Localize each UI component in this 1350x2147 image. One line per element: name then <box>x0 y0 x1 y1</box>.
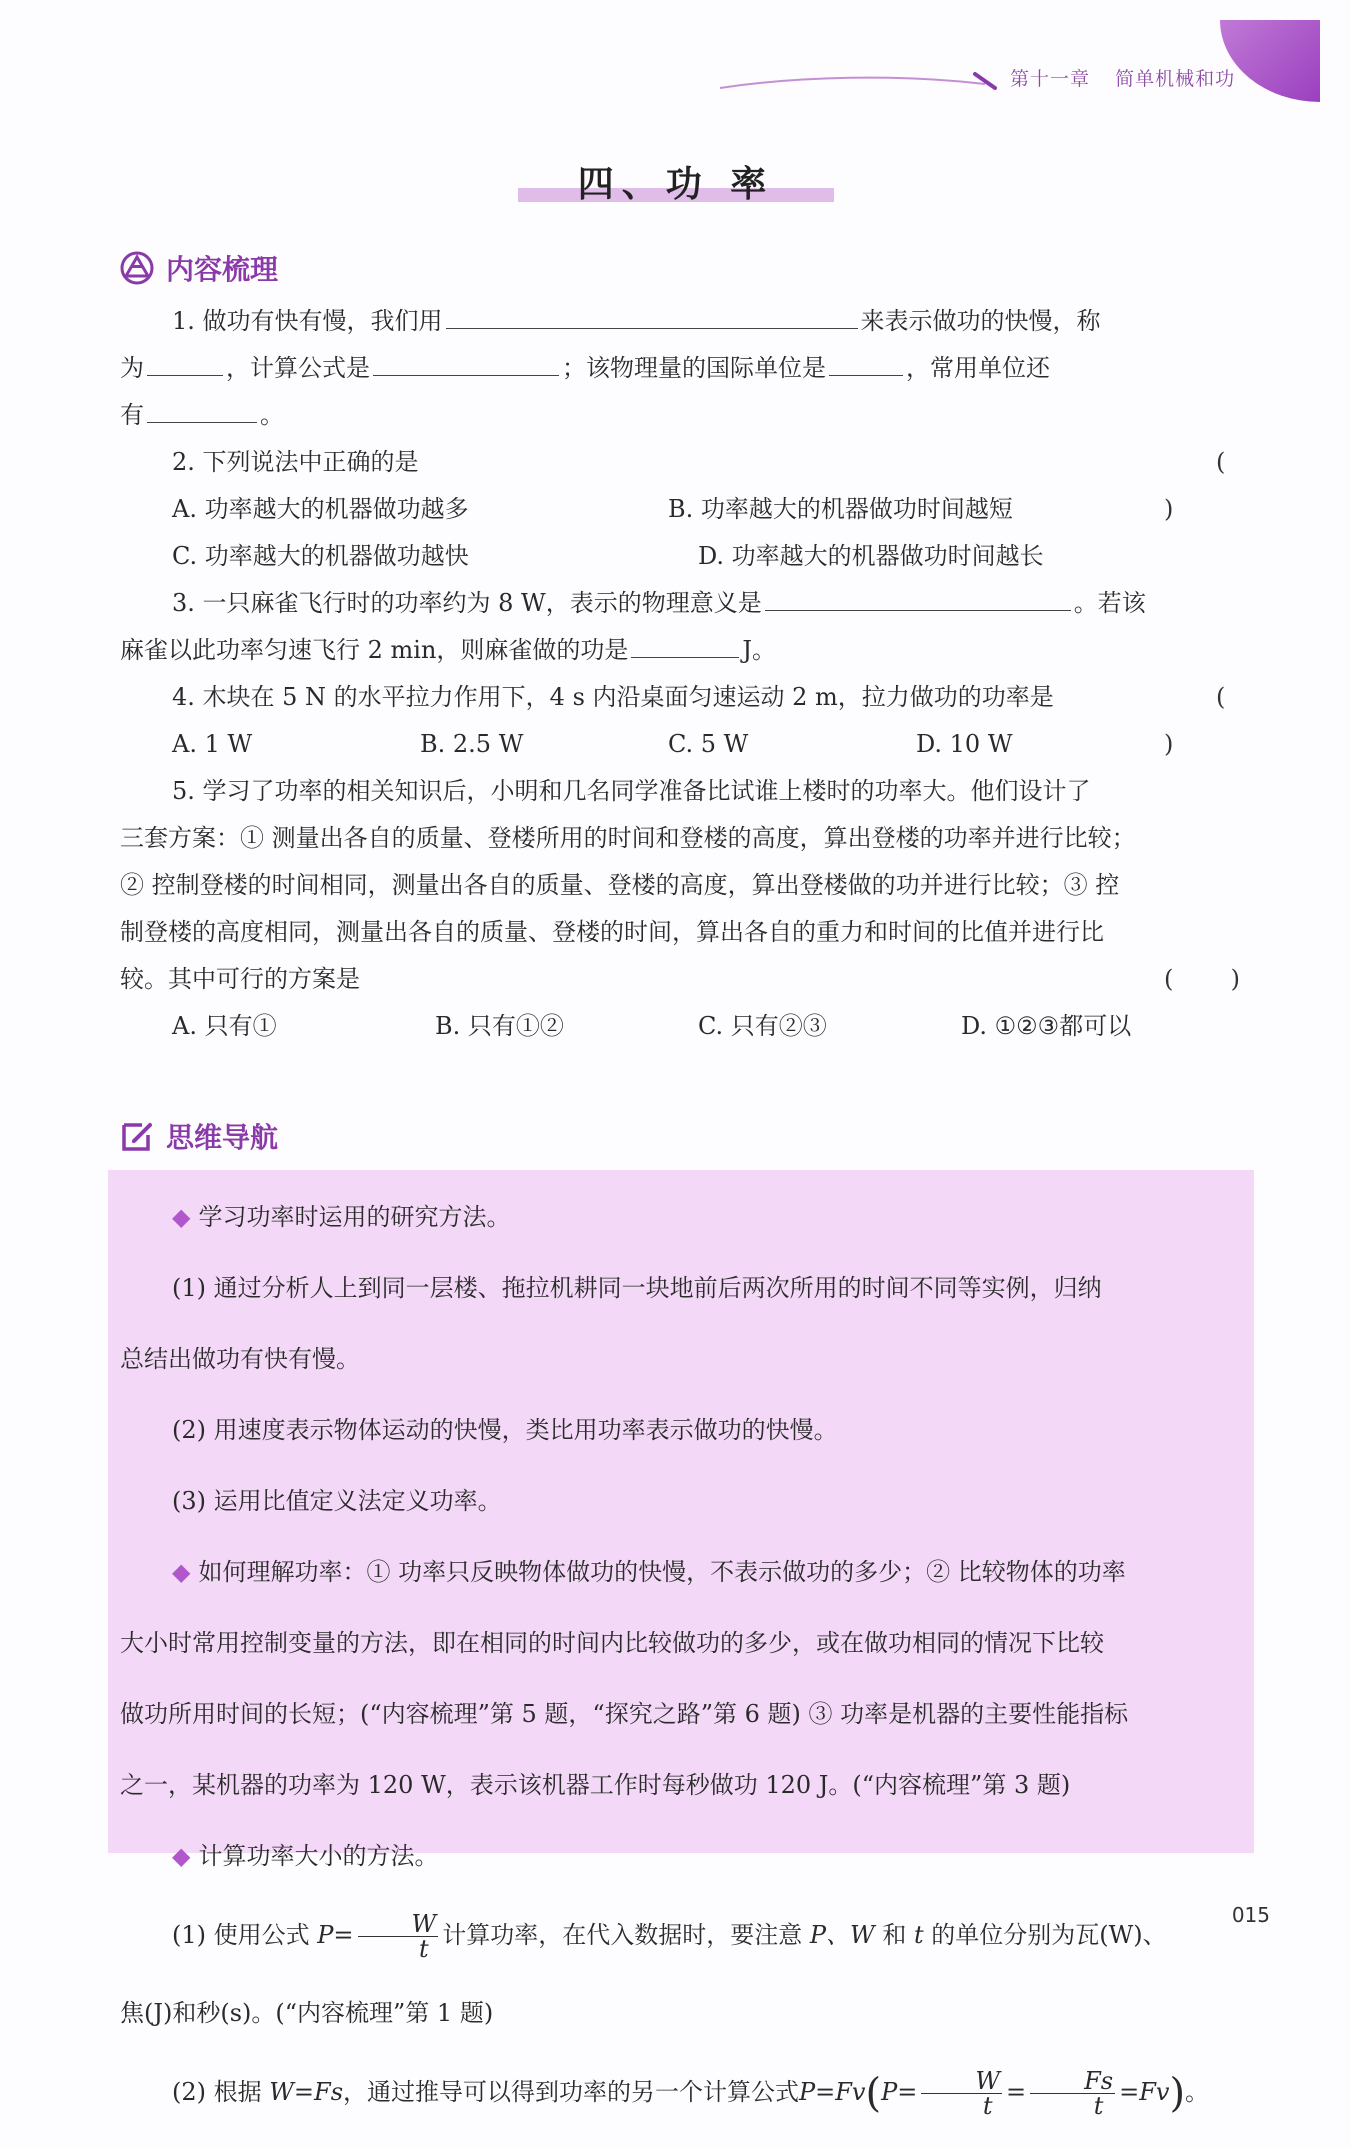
option-c[interactable]: C. 功率越大的机器做功越快 <box>172 542 469 570</box>
option-b[interactable]: B. 功率越大的机器做功时间越短 <box>668 495 1013 523</box>
fraction-w-over-t: $\frac{W}{t}$ <box>358 1912 439 1961</box>
answer-blank[interactable] <box>765 582 1071 611</box>
page-title: 四、功 率 <box>577 164 775 205</box>
content-questions <box>120 298 1240 1050</box>
answer-blank[interactable] <box>147 394 257 423</box>
option-c[interactable]: C. 只有②③ <box>698 1012 827 1040</box>
question-3-line-2: 麻雀以此功率匀速飞行 2 min，则麻雀做的功是 J。 <box>120 627 1240 674</box>
bullet-understanding-line-1: ◆ 如何理解功率：① 功率只反映物体做功的快慢，不表示做功的多少；② 比较物体的功率 <box>172 1558 1126 1586</box>
question-2-options-row-2 <box>120 533 1240 580</box>
section-heading-navigation <box>120 1116 278 1156</box>
formula-line-1b: 焦(J)和秒(s)。(“内容梳理”第 1 题) <box>120 1999 494 2027</box>
method-2: (2) 用速度表示物体运动的快慢，类比用功率表示做功的快慢。 <box>172 1416 838 1444</box>
formula-line-1: (1) 使用公式 P= $\frac{W}{t}$ 计算功率，在代入数据时，要注意 P、W 和 t 的单位分别为瓦(W)、 <box>172 1910 1167 1963</box>
method-1-line-1: (1) 通过分析人上到同一层楼、拖拉机耕同一块地前后两次所用的时间不同等实例，归纳 <box>172 1274 1102 1302</box>
edit-note-icon <box>120 1119 154 1153</box>
question-5-line-2: 三套方案：① 测量出各自的质量、登楼所用的时间和登楼的高度，算出登楼的功率并进行比较； <box>120 824 1136 852</box>
question-5-line-4: 制登楼的高度相同，测量出各自的质量、登楼的时间，算出各自的重力和时间的比值并进行比 <box>120 918 1104 946</box>
option-d[interactable]: D. 功率越大的机器做功时间越长 <box>698 542 1044 570</box>
option-a[interactable]: A. 1 W <box>172 730 253 758</box>
option-b[interactable]: B. 2.5 W <box>420 730 524 758</box>
chapter-number: 第十一章 <box>1010 68 1091 90</box>
diamond-bullet-icon: ◆ <box>172 1842 191 1870</box>
answer-blank[interactable] <box>631 629 739 658</box>
bullet-understanding-line-4: 之一，某机器的功率为 120 W，表示该机器工作时每秒做功 120 J。(“内容梳理”第 3 题) <box>120 1771 1071 1799</box>
answer-paren[interactable]: ( ) <box>1164 965 1240 993</box>
section-title: 内容梳理 <box>166 253 279 286</box>
bullet-understanding-line-3: 做功所用时间的长短；(“内容梳理”第 5 题，“探究之路”第 6 题) ③ 功率是机器的主要性能指标 <box>120 1700 1129 1728</box>
fraction-fs-over-t: $\frac{Fs}{t}$ <box>1030 2069 1115 2118</box>
option-d[interactable]: D. 10 W <box>916 730 1013 758</box>
method-3: (3) 运用比值定义法定义功率。 <box>172 1487 502 1515</box>
question-1-line-2: 为 ，计算公式是 ；该物理量的国际单位是 ，常用单位还 <box>120 345 1240 392</box>
question-2-options-row-1 <box>120 486 1164 533</box>
section-heading-content <box>120 248 278 288</box>
triangle-circle-icon <box>120 251 154 285</box>
option-a[interactable]: A. 功率越大的机器做功越多 <box>172 495 469 523</box>
diamond-bullet-icon: ◆ <box>172 1558 191 1586</box>
fraction-w-over-t: $\frac{W}{t}$ <box>921 2069 1002 2118</box>
chapter-title: 简单机械和功 <box>1115 68 1236 90</box>
question-4-options <box>120 721 1164 768</box>
method-1-line-2: 总结出做功有快有慢。 <box>120 1345 360 1373</box>
formula-line-2: (2) 根据 W=Fs，通过推导可以得到功率的另一个计算公式P=Fv(P= $\frac{W}{t}$ = $\frac{Fs}{t}$ =Fv)。 <box>172 2067 1210 2120</box>
bullet-understanding-line-2: 大小时常用控制变量的方法，即在相同的时间内比较做功的多少，或在做功相同的情况下比较 <box>120 1629 1104 1657</box>
option-c[interactable]: C. 5 W <box>668 730 749 758</box>
question-4-stem: ( ) 4. 木块在 5 N 的水平拉力作用下，4 s 内沿桌面匀速运动 2 m，拉力做功的功率是 <box>120 674 1240 721</box>
question-1-line-1: 1. 做功有快有慢，我们用 来表示做功的快慢，称 <box>120 298 1240 345</box>
diamond-bullet-icon: ◆ <box>172 1203 191 1231</box>
question-5-line-1: 5. 学习了功率的相关知识后，小明和几名同学准备比试谁上楼时的功率大。他们设计了 <box>172 777 1091 805</box>
answer-blank[interactable] <box>147 347 223 376</box>
answer-paren[interactable]: ( ) <box>1164 683 1226 758</box>
bullet-research-methods: ◆ 学习功率时运用的研究方法。 <box>172 1203 511 1231</box>
question-5-line-3: ② 控制登楼的时间相同，测量出各自的质量、登楼的高度，算出登楼做的功并进行比较；③ 控 <box>120 871 1120 899</box>
question-5-line-5: ( ) 较。其中可行的方案是 <box>120 956 1240 1003</box>
navigation-content <box>120 1170 1242 2147</box>
answer-blank[interactable] <box>373 347 559 376</box>
question-1-line-3: 有 。 <box>120 392 1240 439</box>
section-title: 思维导航 <box>166 1121 279 1154</box>
option-d[interactable]: D. ①②③都可以 <box>961 1012 1132 1040</box>
answer-blank[interactable] <box>829 347 903 376</box>
question-2-stem: ( ) 2. 下列说法中正确的是 <box>120 439 1240 486</box>
header-swoosh <box>720 66 1020 96</box>
option-b[interactable]: B. 只有①② <box>435 1012 564 1040</box>
question-5-options <box>120 1003 1240 1050</box>
answer-blank[interactable] <box>446 300 858 329</box>
question-3-line-1: 3. 一只麻雀飞行时的功率约为 8 W，表示的物理意义是 。若该 <box>120 580 1240 627</box>
page-number: 015 <box>1231 1903 1270 1927</box>
option-a[interactable]: A. 只有① <box>172 1012 277 1040</box>
running-header <box>1010 64 1253 91</box>
bullet-calculation: ◆ 计算功率大小的方法。 <box>172 1842 439 1870</box>
answer-paren[interactable]: ( ) <box>1164 448 1226 523</box>
